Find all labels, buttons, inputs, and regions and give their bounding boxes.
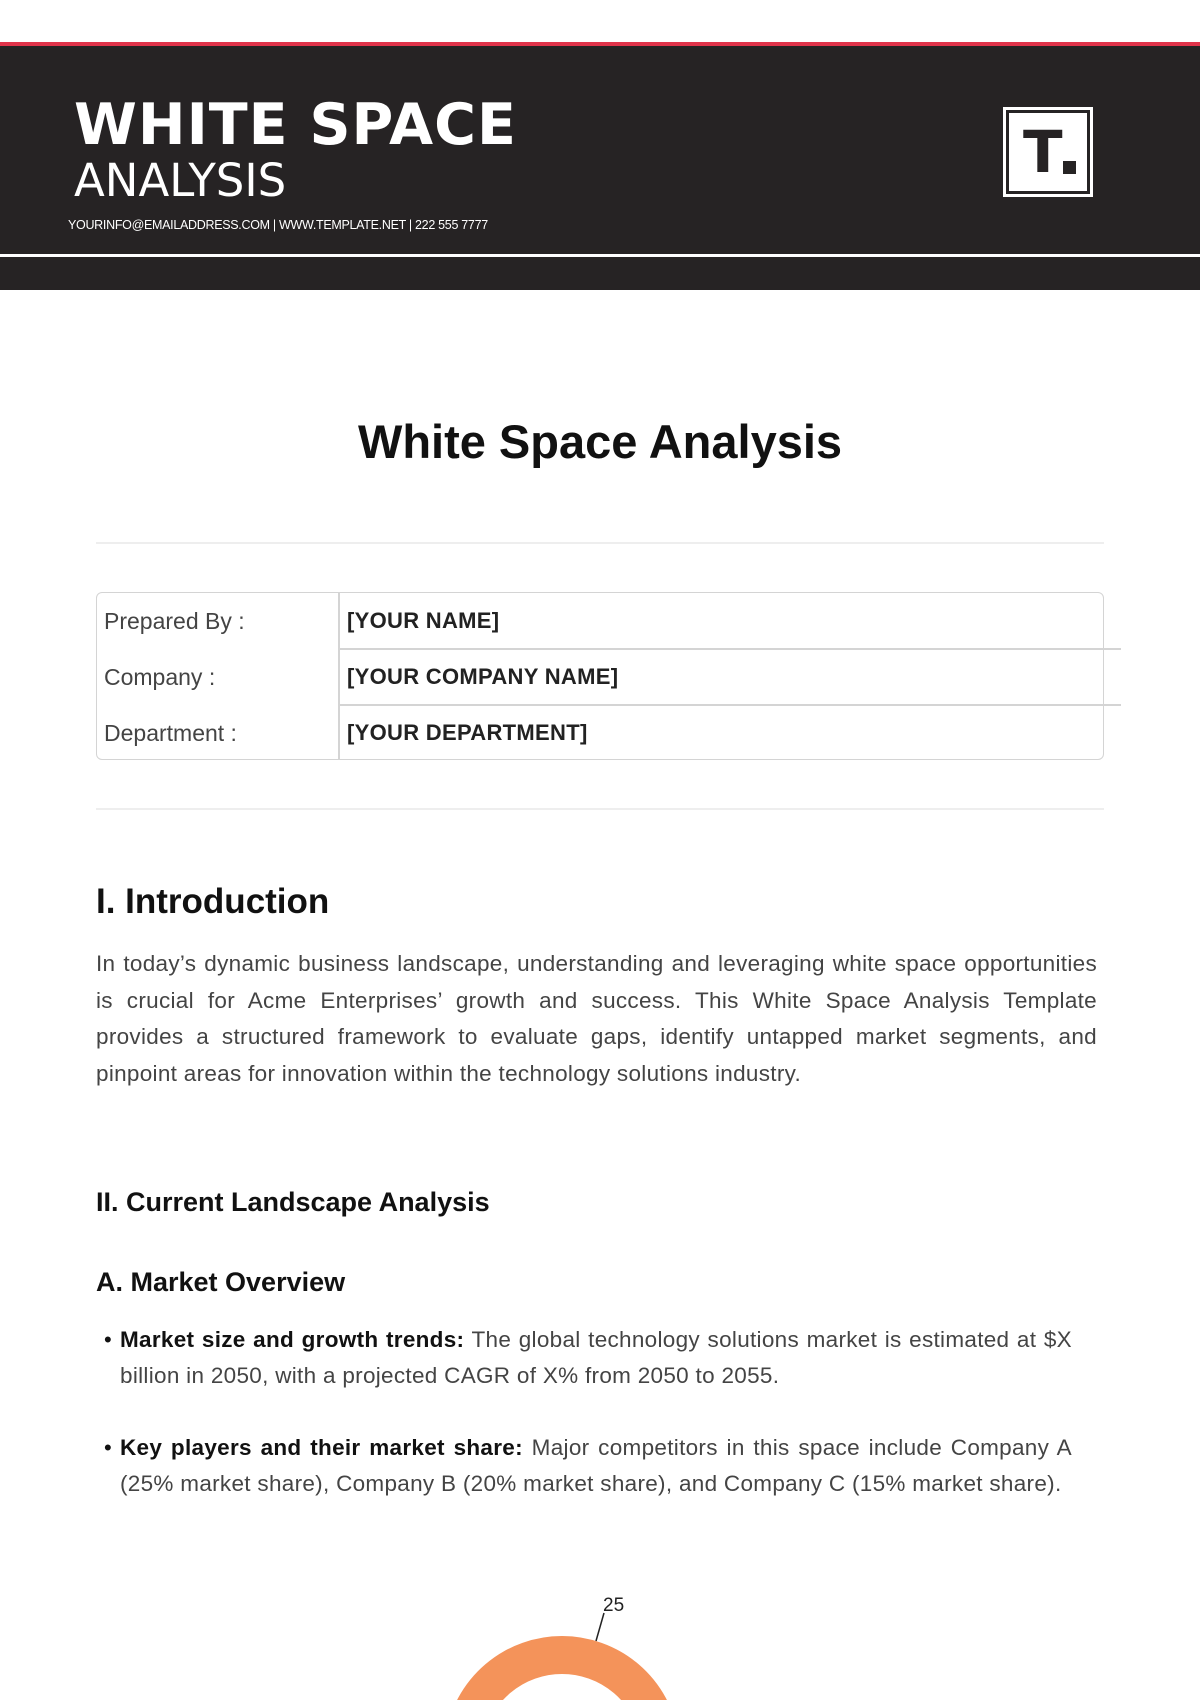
document-title: White Space Analysis <box>357 415 843 468</box>
contact-line: YOURINFO@EMAILADDRESS.COM | WWW.TEMPLATE.NET | 222 555 7777 <box>68 218 488 232</box>
brand-subtitle: ANALYSIS <box>74 154 287 207</box>
list-item <box>120 1322 1072 1394</box>
introduction-paragraph: In today’s dynamic business landscape, understanding and leveraging white space opportunities is crucial for Acme Enterprises’ growth and success. This White Space Analysis Template provides a structured framework to evaluate gaps, identify untapped market segments, and pinpoint areas for innovation within the technology solutions industry. <box>96 951 1097 1086</box>
slice-leader-line <box>596 1613 604 1641</box>
logo-dot <box>1063 161 1076 174</box>
market-overview-heading: A. Market Overview <box>96 1267 346 1297</box>
logo-letter: T <box>1023 118 1063 186</box>
template-logo-icon <box>1006 110 1090 194</box>
department-value: [YOUR DEPARTMENT] <box>347 720 588 745</box>
bullet-marker: • <box>104 1435 112 1460</box>
pie-slice <box>464 1655 660 1700</box>
info-table <box>96 592 1104 760</box>
company-label: Company : <box>104 664 216 690</box>
table-row <box>97 649 1103 705</box>
bullet-body: The global technology solutions market is estimated at $X billion in 2050, with a projected CAGR of X% from 2050 to 2055. <box>120 1327 1072 1388</box>
brand-title: WHITE SPACE <box>74 92 517 158</box>
document-header <box>0 42 1200 290</box>
divider-bottom <box>96 808 1104 810</box>
market-share-chart <box>0 1580 1200 1700</box>
bullet-term: Key players and their market share: <box>120 1435 523 1460</box>
prepared-by-label: Prepared By : <box>104 608 245 634</box>
list-item <box>120 1430 1072 1502</box>
slice-data-label: 25 <box>603 1595 625 1616</box>
department-label: Department : <box>104 720 237 746</box>
bullet-body: Major competitors in this space include Company A (25% market share), Company B (20% market share), and Company C (15% market share). <box>120 1435 1072 1496</box>
company-value: [YOUR COMPANY NAME] <box>347 664 619 689</box>
bullet-term: Market size and growth trends: <box>120 1327 465 1352</box>
table-row <box>97 705 1103 761</box>
header-rule <box>0 254 1200 257</box>
prepared-by-value: [YOUR NAME] <box>347 608 500 633</box>
table-row <box>97 593 1103 649</box>
introduction-heading: I. Introduction <box>96 882 330 921</box>
landscape-heading: II. Current Landscape Analysis <box>96 1187 490 1217</box>
divider-top <box>96 542 1104 544</box>
bullet-marker: • <box>104 1327 112 1352</box>
